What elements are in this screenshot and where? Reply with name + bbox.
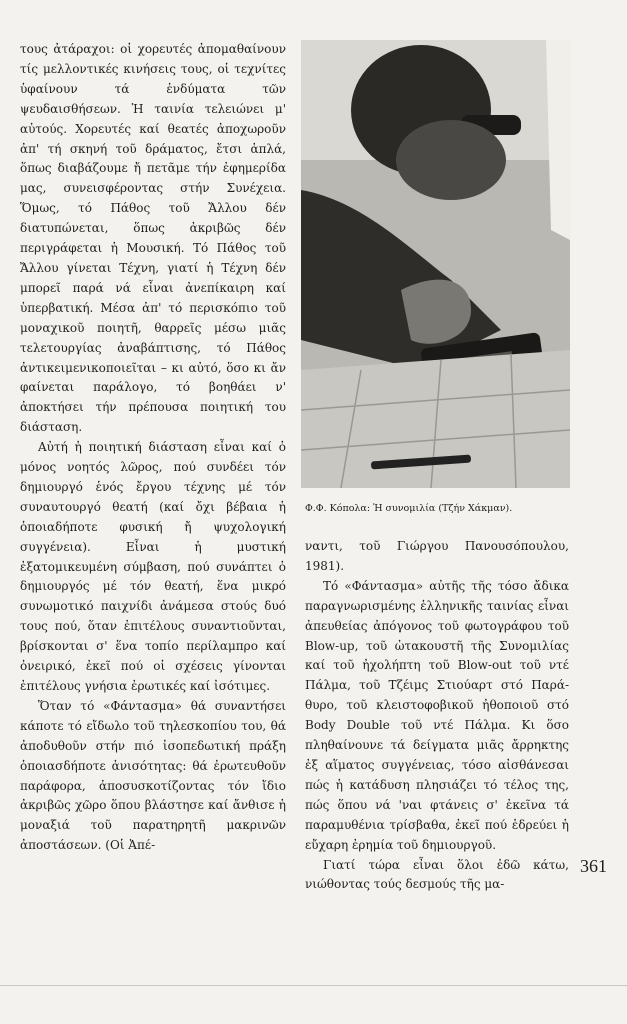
paragraph: Γιατί τώρα εἶναι ὅλοι ἐδῶ κάτω, νιώθοντας τούς δεσμούς τῆς μα- [305,857,569,892]
film-still-photo [301,40,570,488]
right-text-column [305,537,569,895]
page-number: 361 [580,856,607,876]
paragraph: ναντι, τοῦ Γιώργου Πανουσόπουλου, 1981). [305,539,569,573]
paragraph: Αὐτή ἡ ποιητική διάσταση εἶναι καί ὁ μόνος νοητός λῶρος, πού συνδέει τόν δημιουργό ἑνός ἔργου τέχνης μέ τόν συναυτουργό θεατή (καί ὄχι βέβαια ἡ ὁποιαδήποτε φυσική ἤ ψυχολογική συγγένεια). Εἶναι ἡ μυστική ἐξατομικευμένη σύμβαση, πού συνάπτει ὁ δημιουργός μέ τόν θεατή, ἕνα μικρό συνωμοτικό παιχνίδι ἀνάμεσα στούς δυό τους πού, ὅταν ἐπιτέλους συναντιοῦνται, βρίσκονται σ' ἕνα τοπίο περίλαμπρο καί ὀνειρικό, ἐκεῖ πού οἱ σχέσεις γίνονται ἐπιτέλους γνήσια ἐρωτικές καί ἰσότιμες. [20,440,286,693]
photo-caption: Φ.Φ. Κόπολα: Ἡ συνομιλία (Τζήν Χάκμαν). [305,503,513,514]
paragraph: Τό «Φάντασμα» αὐτῆς τῆς τόσο ἄδικα παραγνωρισμένης ἑλληνικῆς ταινίας εἶναι ἀπευθείας ἀπόγονος τοῦ φωτογράφου τοῦ Blow-up, τοῦ ὠτακουστῆ τῆς Συνομιλίας καί τοῦ ἠχολήπτη τοῦ Blow-out τοῦ ντέ Πάλμα, τοῦ Τζέιμς Στιούαρτ στό Παράθυρο, τοῦ κλειστοφοβικοῦ ἠθοποιοῦ στό Body Double τοῦ ντέ Πάλμα. Κι ὅσο πληθαίνουνε τά δείγματα μιᾶς ἄρρηκτης ἐξ αἵματος συγγένειας, τόσο αἰσθάνεσαι πώς ἡ κατάδυση πλησιάζει τό τέλος της, πώς ὅπου νά 'ναι φτάνεις σ' ἐκεῖνα τά παραμυθένια τρίσβαθα, ἐκεῖ πού ἑδρεύει ἡ εὔχαρη ἐρημία τοῦ δημιουργοῦ. [305,578,569,852]
paragraph: τους ἀτάραχοι: οἱ χορευτές ἀπομαθαίνουν τίς μελλοντικές κινήσεις τους, οἱ τεχνίτες ὑφαίνουν τά ἐνδύματα τῶν ψευδαισθήσεων. Ἡ ταινία τελειώνει μ' αὐτούς. Χορευτές καί θεατές ἀποχωροῦν ἀπ' τή σκηνή τοῦ δράματος, ἔτσι ἁπλά, ὅπως διαβάζουμε ἤ πετᾶμε τήν ἐφημερίδα μας, συνεισφέροντας στήν Συνέχεια. Ὅμως, τό Πάθος τοῦ Ἄλλου δέν διατυπώνεται, ὅπως ἀκριβῶς δέν περιγράφεται ἡ Μουσική. Τό Πάθος τοῦ Ἄλλου γίνεται Τέχνη, γιατί ἡ Τέχνη δέν μπορεῖ παρά νά εἶναι ἀνεπίκαιρη καί ὑπερβατική. Μέσα ἀπ' τό περισκόπιο τοῦ μοναχικοῦ ποιητῆ, θαρρεῖς μέσω μιᾶς τελετουργίας ἀναβάπτισης, τό Πάθος ἀντικειμενικοποιεῖται – κι αὐτό, ὅσο κι ἄν φαίνεται παράλογο, τό βοηθάει ν' ἀποκτήσει τήν πρέπουσα ποιητική του διάσταση. [20,42,286,435]
photo-illustration [301,40,570,488]
bottom-edge [0,985,627,986]
paragraph: Ὅταν τό «Φάντασμα» θά συναντήσει κάποτε τό εἴδωλο τοῦ τηλεσκοπίου του, θά ἀποδυθοῦν στήν πιό ἰσοπεδωτική πράξη ὁποιασδήποτε ἀνισότητας: θά ἐρωτευθοῦν παράφορα, ἀποσυσκοτίζοντας τόν ἴδιο ἀκριβῶς χῶρο ὅπου βλάστησε καί ἄνθισε ἡ μοναξιά τοῦ παρατηρητῆ μακρινῶν ἀποστάσεων. (Οἱ Ἀπέ- [20,698,286,853]
left-text-column [20,40,286,856]
